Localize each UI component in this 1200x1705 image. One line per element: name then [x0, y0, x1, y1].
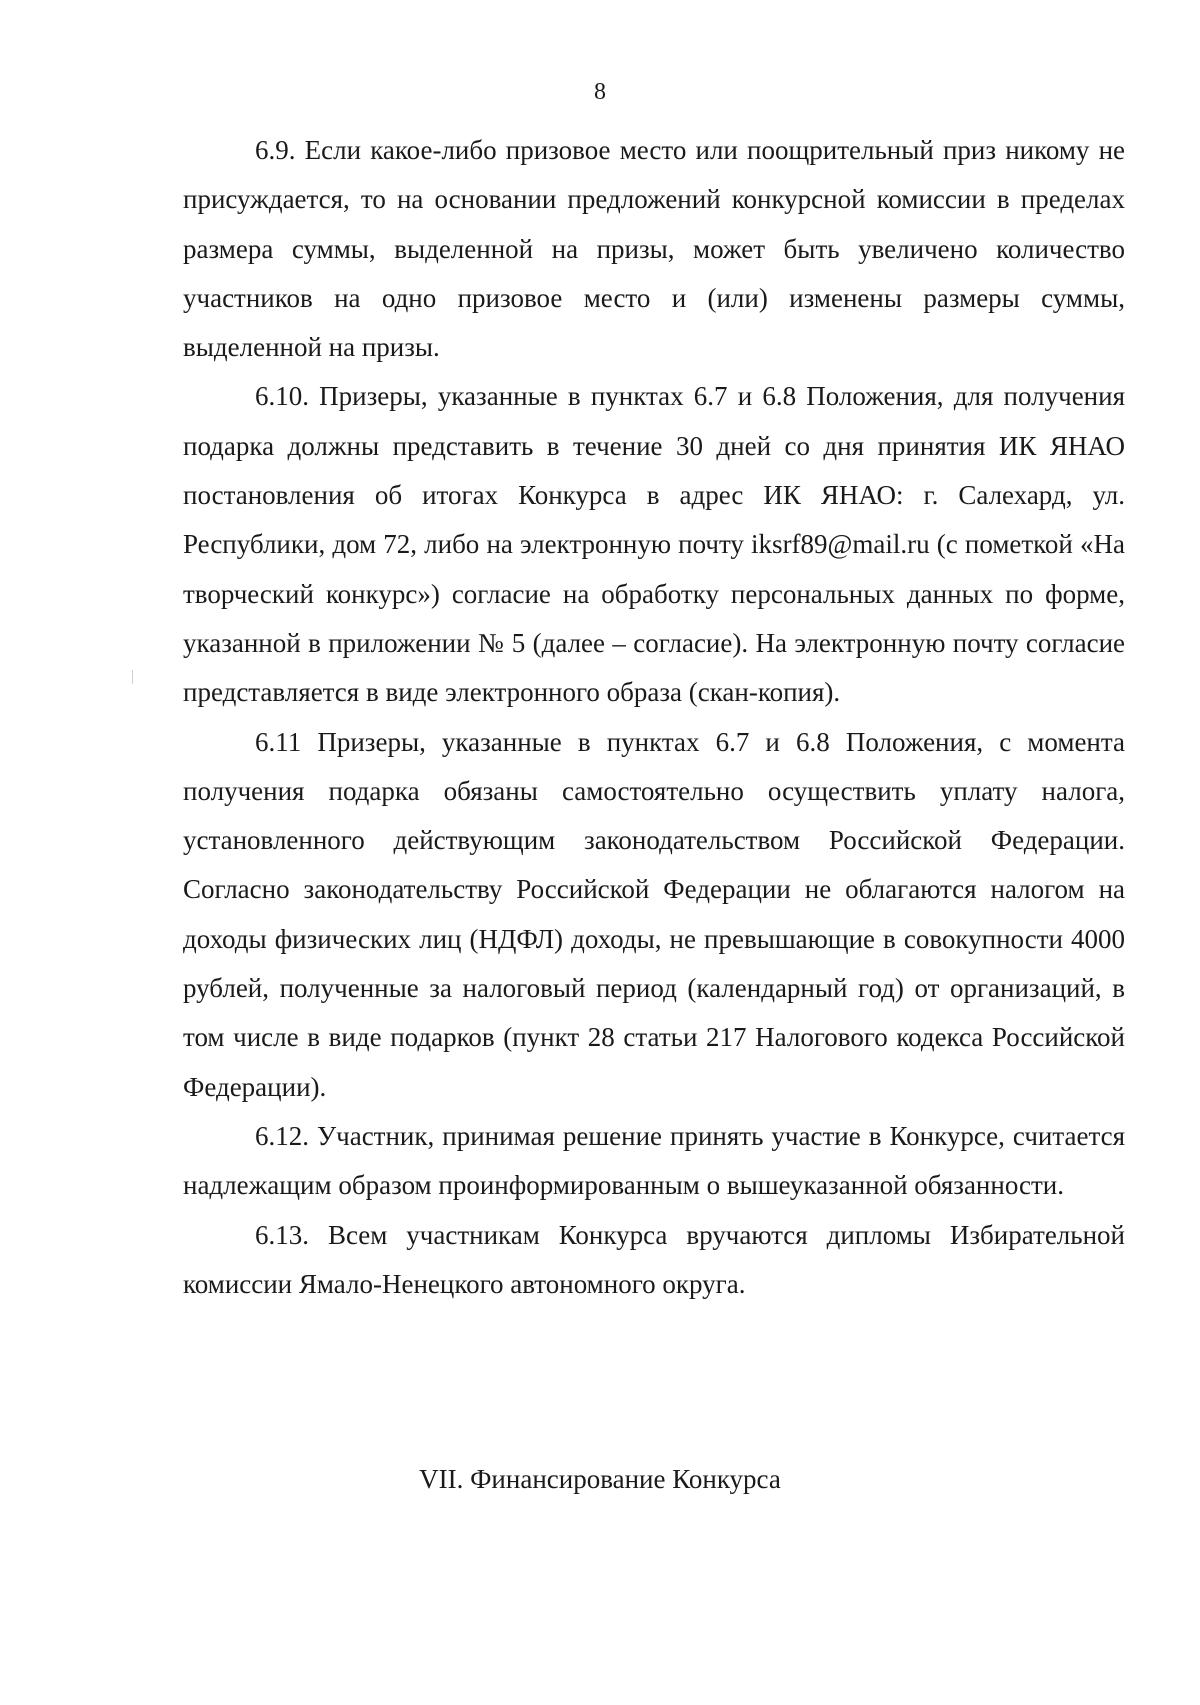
document-body: [183, 126, 1125, 1309]
margin-mark: [132, 670, 133, 684]
paragraph-6-11: 6.11 Призеры, указанные в пунктах 6.7 и 6.8 Положения, с момента получения подарка обязаны самостоятельно осуществить уплату налога, установленного действующим законодательством Российской Федерации. Согласно законодательству Российской Федерации не облагаются налогом на доходы физических лиц (НДФЛ) доходы, не превышающие в совокупности 4000 рублей, полученные за налоговый период (календарный год) от организаций, в том числе в виде подарков (пункт 28 статьи 217 Налогового кодекса Российской Федерации).: [183, 726, 1125, 1102]
paragraph-6-9: 6.9. Если какое-либо призовое место или поощрительный приз никому не присуждается, то на основании предложений конкурсной комиссии в пределах размера суммы, выделенной на призы, может быть увеличено количество участников на одно призовое место и (или) изменены размеры суммы, выделенной на призы.: [183, 135, 1125, 363]
section-heading: VII. Финансирование Конкурса: [419, 1464, 781, 1494]
page-number: 8: [594, 79, 606, 105]
paragraph-6-12: 6.12. Участник, принимая решение принять участие в Конкурсе, считается надлежащим образом проинформированным о вышеуказанной обязанности.: [183, 1120, 1125, 1201]
paragraph-6-13: 6.13. Всем участникам Конкурса вручаются дипломы Избирательной комиссии Ямало-Ненецкого автономного округа.: [183, 1219, 1125, 1299]
paragraph-6-10: 6.10. Призеры, указанные в пунктах 6.7 и 6.8 Положения, для получения подарка должны представить в течение 30 дней со дня принятия ИК ЯНАО постановления об итогах Конкурса в адрес ИК ЯНАО: г. Салехард, ул. Республики, дом 72, либо на электронную почту iksrf89@mail.ru (с пометкой «На творческий конкурс») согласие на обработку персональных данных по форме, указанной в приложении № 5 (далее – согласие). На электронную почту согласие представляется в виде электронного образа (скан-копия).: [183, 381, 1125, 708]
